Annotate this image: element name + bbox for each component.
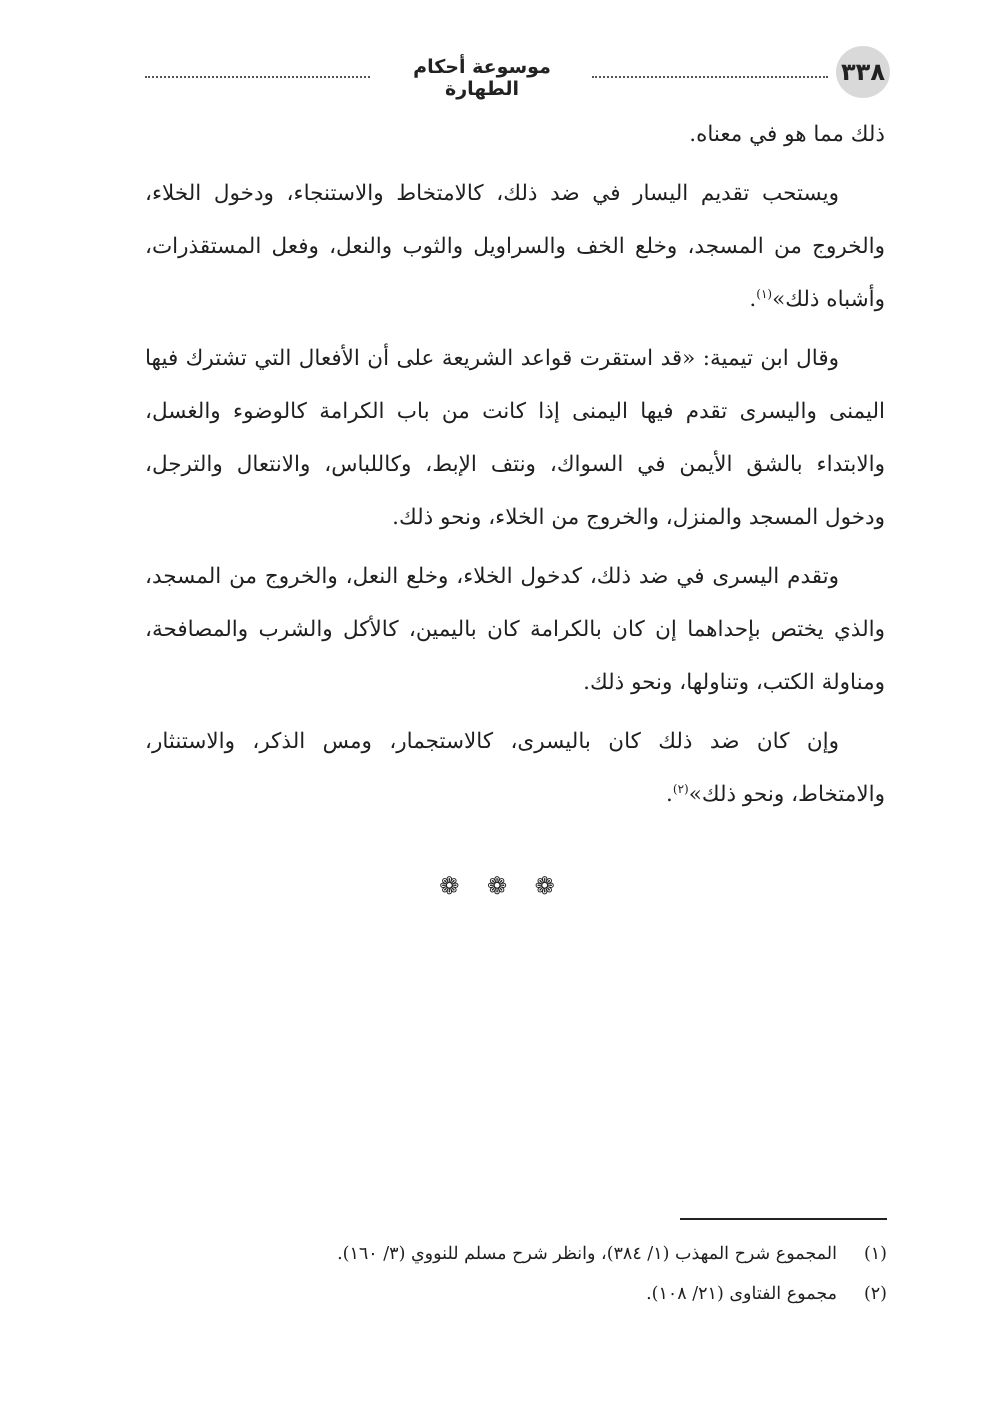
footnote-1-text: المجموع شرح المهذب (١/ ٣٨٤)، وانظر شرح مسلم للنووي (٣/ ١٦٠). [337,1244,837,1264]
running-header [145,46,890,100]
paragraph-3-text: وقال ابن تيمية: «قد استقرت قواعد الشريعة على أن الأفعال التي تشترك فيها اليمنى واليسرى تقدم فيها اليمنى إذا كانت من باب الكرامة كالوضوء والغسل، والابتداء بالشق الأيمن في السواك، ونتف الإبط، وكاللباس، والانتعال والترجل، ودخول المسجد والمنزل، والخروج من الخلاء، ونحو ذلك. [145,346,885,530]
paragraph-4 [145,550,885,709]
footnote-2-number: (٢) [863,1284,887,1304]
paragraph-1-text: ذلك مما هو في معناه. [689,122,885,147]
paragraph-1 [145,108,885,161]
footnote-ref-2[interactable]: (٢) [672,781,689,796]
paragraph-3 [145,332,885,544]
paragraph-4-text: وتقدم اليسرى في ضد ذلك، كدخول الخلاء، وخلع النعل، والخروج من المسجد، والذي يختص بإحداهما إن كان بالكرامة كان باليمين، كالأكل والشرب والمصافحة، ومناولة الكتب، وتناولها، ونحو ذلك. [145,564,885,695]
footnote-2-text: مجموع الفتاوى (٢١/ ١٠٨). [646,1284,837,1304]
page-number: ٣٣٨ [841,58,885,86]
main-text [145,108,885,827]
footnote-separator [680,1218,887,1220]
paragraph-5 [145,715,885,821]
book-title: موسوعة أحكام الطهارة [413,56,551,100]
section-divider-ornament: ❁ ❁ ❁ [439,872,565,900]
paragraph-2-text: ويستحب تقديم اليسار في ضد ذلك، كالامتخاط والاستنجاء، ودخول الخلاء، والخروج من المسجد، وخلع الخف والسراويل والثوب والنعل، وفعل المستقذرات، وأشباه ذلك» [145,181,885,312]
header-dotted-leader-right [592,76,828,78]
paragraph-2 [145,167,885,326]
footnote-1-number: (١) [863,1244,887,1264]
paragraph-5-text: وإن كان ضد ذلك كان باليسرى، كالاستجمار، ومس الذكر، والاستنثار، والامتخاط، ونحو ذلك» [145,729,885,807]
paragraph-5-period: . [666,782,673,807]
paragraph-2-period: . [749,287,757,312]
footnote-ref-1[interactable]: (١) [756,286,773,301]
footnote-1 [145,1234,887,1274]
page-number-badge [836,46,890,98]
footnotes [145,1234,887,1314]
header-dotted-leader-left [145,76,370,78]
footnote-2 [145,1274,887,1314]
